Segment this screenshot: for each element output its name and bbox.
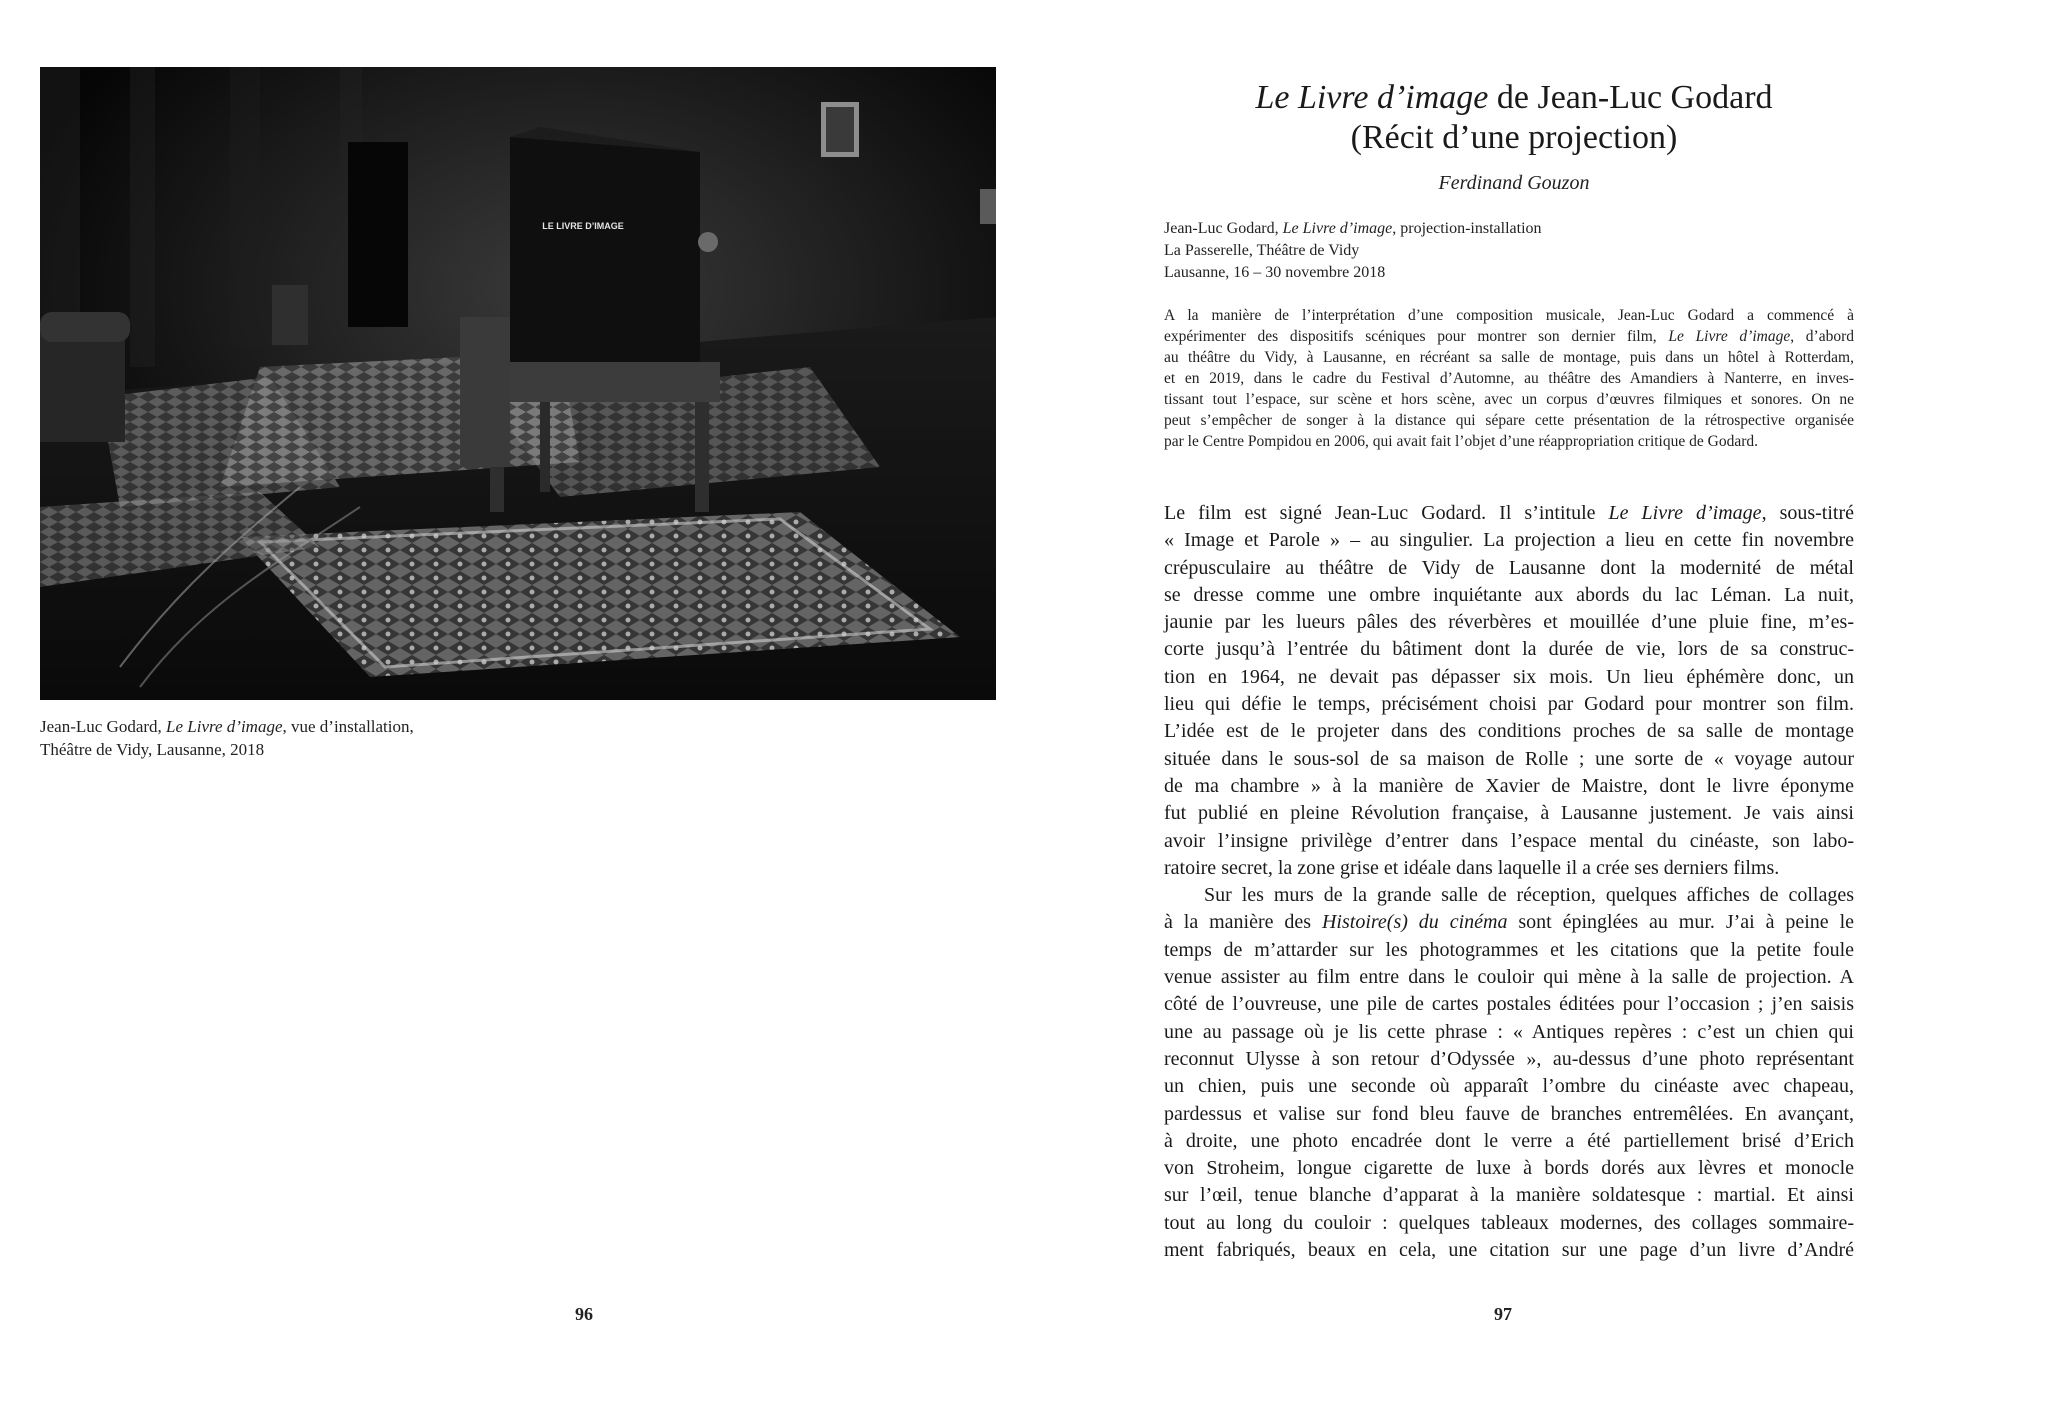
body-line: de ma chambre » à la manière de Xavier de Maistre, dont le livre éponyme xyxy=(1164,774,1854,797)
abstract-text: , d’abord xyxy=(1790,328,1854,345)
body-line: von Stroheim, longue cigarette de luxe à bords dorés aux lèvres et monocle xyxy=(1164,1157,1854,1180)
abstract-film-title: Le Livre d’image xyxy=(1668,328,1791,345)
caption-film-title: Le Livre d’image xyxy=(166,717,283,736)
body-line: côté de l’ouvreuse, une pile de cartes postales éditées pour l’occasion ; j’en saisis xyxy=(1164,993,1854,1016)
caption-text: , vue d’installation, xyxy=(282,717,414,736)
body-text: Le film est signé Jean-Luc Godard. Il s’intitule xyxy=(1164,502,1609,524)
abstract-line xyxy=(1164,326,1854,347)
body-text: à la manière des xyxy=(1164,911,1322,934)
body-line: pardessus et valise sur fond bleu fauve de branches entremêlées. En avançant, xyxy=(1164,1102,1854,1125)
body-line: sur l’œil, tenue blanche d’apparat à la manière soldatesque : martial. Et ainsi xyxy=(1164,1184,1854,1207)
body-line: ment fabriqués, beaux en cela, une citation sur une page d’un livre d’André xyxy=(1164,1239,1854,1262)
caption-line-2: Théâtre de Vidy, Lausanne, 2018 xyxy=(40,740,265,759)
abstract xyxy=(1164,305,1854,452)
body-text: sont épinglées au mur. J’ai à peine le xyxy=(1507,911,1855,934)
body-line: avoir l’insigne privilège d’entrer dans l’espace mental du cinéaste, son labo- xyxy=(1164,829,1854,852)
credits-film-title: Le Livre d’image xyxy=(1282,220,1393,237)
body-line: tout au long du couloir : quelques tableaux modernes, des collages sommaire- xyxy=(1164,1211,1854,1234)
article-body xyxy=(1164,500,1854,1264)
body-line: lieu qui défie le temps, précisément choisi par Godard pour montrer son film. xyxy=(1164,693,1854,716)
body-line: venue assister au film entre dans le couloir qui mène à la salle de projection. A xyxy=(1164,966,1854,989)
body-line: un chien, puis une seconde où apparaît l’ombre du cinéaste avec chapeau, xyxy=(1164,1075,1854,1098)
body-line: une au passage où je lis cette phrase : « Antiques repères : c’est un chien qui xyxy=(1164,1020,1854,1043)
abstract-line: tissant tout l’espace, sur scène et hors scène, avec un corpus d’œuvres filmiques et sonores. On ne xyxy=(1164,391,1854,408)
body-line: jaunie par les lueurs pâles des réverbères et mouillée d’une pluie fine, m’es- xyxy=(1164,611,1854,634)
author-name: Ferdinand Gouzon xyxy=(1438,172,1590,194)
body-line: temps de m’attarder sur les photogrammes et les citations que la petite foule xyxy=(1164,938,1854,961)
body-line: se dresse comme une ombre inquiétante aux abords du lac Léman. La nuit, xyxy=(1164,583,1854,606)
body-line: à droite, une photo encadrée dont le verre a été partiellement brisé d’Erich xyxy=(1164,1129,1854,1152)
title-film-name: Le Livre d’image xyxy=(1255,79,1489,116)
body-line: L’idée est de le projeter dans des conditions proches de sa salle de montage xyxy=(1164,720,1854,743)
body-line xyxy=(1164,909,1854,936)
abstract-line: A la manière de l’interprétation d’une composition musicale, Jean-Luc Godard a commencé à xyxy=(1164,307,1854,324)
subtitle: (Récit d’une projection) xyxy=(1350,119,1678,156)
body-line: crépusculaire au théâtre de Vidy de Lausanne dont la modernité de métal xyxy=(1164,556,1854,579)
body-line xyxy=(1164,500,1854,527)
body-line: « Image et Parole » – au singulier. La projection a lieu en cette fin novembre xyxy=(1164,529,1854,552)
page-number-right: 97 xyxy=(1494,1304,1512,1324)
credits-text: , projection-installation xyxy=(1392,220,1542,237)
page-number-left: 96 xyxy=(575,1304,593,1324)
abstract-line: au théâtre du Vidy, à Lausanne, en récréant sa salle de montage, puis dans un hôtel à Rotterdam, xyxy=(1164,349,1854,366)
abstract-line: par le Centre Pompidou en 2006, qui avait fait l’objet d’une réappropriation critique de Godard. xyxy=(1164,433,1758,450)
body-line: fut publié en pleine Révolution française, à Lausanne justement. Je vais ainsi xyxy=(1164,802,1854,825)
credits-dates: Lausanne, 16 – 30 novembre 2018 xyxy=(1164,264,1386,281)
abstract-text: expérimenter des dispositifs scéniques pour montrer son dernier film, xyxy=(1164,328,1669,345)
abstract-line: peut s’empêcher de songer à la distance qui sépare cette présentation de la rétrospective organisée xyxy=(1164,412,1854,429)
body-line: reconnut Ulysse à son retour d’Odyssée », au-dessus d’une photo représentant xyxy=(1164,1047,1854,1070)
caption-text: Jean-Luc Godard, xyxy=(40,717,167,736)
article-title xyxy=(1164,78,1864,158)
body-text: , sous-titré xyxy=(1761,502,1855,524)
credits-venue: La Passerelle, Théâtre de Vidy xyxy=(1164,242,1360,259)
body-line: située dans le sous-sol de sa maison de Rolle ; une sorte de « voyage autour xyxy=(1164,747,1854,770)
exhibition-credits xyxy=(1164,218,1864,284)
body-line: Sur les murs de la grande salle de réception, quelques affiches de collages xyxy=(1204,884,1854,907)
body-line: corte jusqu’à l’entrée du bâtiment dont la durée de vie, lors de sa construc- xyxy=(1164,638,1854,661)
body-line: tion en 1964, ne devait pas dépasser six mois. Un lieu éphémère donc, un xyxy=(1164,665,1854,688)
screen-title-text: LE LIVRE D’IMAGE xyxy=(542,221,624,231)
title-text: de Jean-Luc Godard xyxy=(1488,79,1773,116)
body-line: ratoire secret, la zone grise et idéale dans laquelle il a crée ses derniers films. xyxy=(1164,856,1780,879)
body-film-title: Le Livre d’image xyxy=(1608,502,1762,524)
body-film-title: Histoire(s) du cinéma xyxy=(1321,911,1508,934)
credits-text: Jean-Luc Godard, xyxy=(1164,220,1283,237)
abstract-line: et en 2019, dans le cadre du Festival d’Automne, au théâtre des Amandiers à Nanterre, en inves- xyxy=(1164,370,1854,387)
